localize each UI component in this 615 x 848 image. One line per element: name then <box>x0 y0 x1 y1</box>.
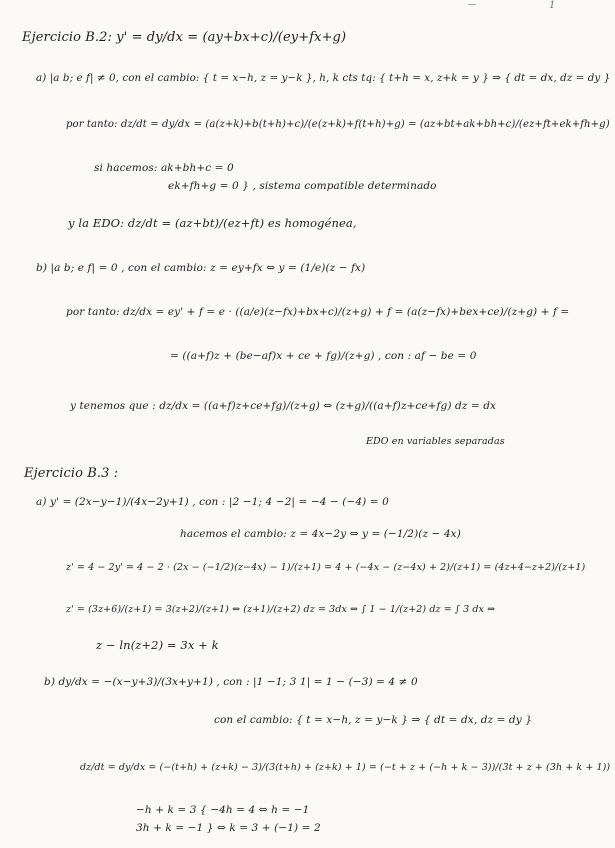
b2-b-line2: por tanto: dz/dx = ey' + f = e · ((a/e)(z−fx)+bx+c)/(z+g) + f = (a(z−fx)+bex+ce)/(z+g) + f = <box>66 306 570 318</box>
b3-a-line5: z − ln(z+2) = 3x + k <box>96 638 219 652</box>
page-number: 1 <box>549 0 556 11</box>
b3-a-line4: z' = (3z+6)/(z+1) = 3(z+2)/(z+1) ⇔ (z+1)/(z+2) dz = 3dx ⇔ ∫ 1 − 1/(z+2) dz = ∫ 3 dx ⇔ <box>66 604 496 615</box>
b3-b-line5: 3h + k = −1 } ⇔ k = 3 + (−1) = 2 <box>136 822 321 834</box>
b2-a-line1: a) |a b; e f| ≠ 0, con el cambio: { t = x−h, z = y−k }, h, k cts tq: { t+h = x, z+k = y } ⇒ { dt = dx, dz = dy } <box>36 72 611 84</box>
b2-a-line2: por tanto: dz/dt = dy/dx = (a(z+k)+b(t+h)+c)/(e(z+k)+f(t+h)+g) = (az+bt+ak+bh+c)/(ez+ft+ek+fh+g) <box>66 118 610 130</box>
b3-b-line2: con el cambio: { t = x−h, z = y−k } ⇒ { dt = dx, dz = dy } <box>214 714 532 726</box>
exercise-b2-title: Ejercicio B.2: y' = dy/dx = (ay+bx+c)/(ey+fx+g) <box>22 30 347 45</box>
b3-a-line1: a) y' = (2x−y−1)/(4x−2y+1) , con : |2 −1; 4 −2| = −4 − (−4) = 0 <box>36 496 389 508</box>
pencil-mark <box>468 4 476 5</box>
b2-b-line3: = ((a+f)z + (be−af)x + ce + fg)/(z+g) , con : af − be = 0 <box>170 350 477 362</box>
b2-a-line4: ek+fh+g = 0 } , sistema compatible determinado <box>168 180 437 192</box>
b2-b-line4: y tenemos que : dz/dx = ((a+f)z+ce+fg)/(z+g) ⇔ (z+g)/((a+f)z+ce+fg) dz = dx <box>70 400 497 412</box>
b3-a-line3: z' = 4 − 2y' = 4 − 2 · (2x − (−1/2)(z−4x) − 1)/(z+1) = 4 + (−4x − (z−4x) + 2)/(z+1) = (4z+4−z+2)/(z+1) <box>66 562 586 573</box>
b2-b-line1: b) |a b; e f| = 0 , con el cambio: z = ey+fx ⇔ y = (1/e)(z − fx) <box>36 262 366 274</box>
b3-a-line2: hacemos el cambio: z = 4x−2y ⇔ y = (−1/2)(z − 4x) <box>180 528 461 540</box>
b2-a-line3: si hacemos: ak+bh+c = 0 <box>94 162 234 174</box>
b3-b-line1: b) dy/dx = −(x−y+3)/(3x+y+1) , con : |1 −1; 3 1| = 1 − (−3) = 4 ≠ 0 <box>44 676 418 688</box>
b3-b-line3: dz/dt = dy/dx = (−(t+h) + (z+k) − 3)/(3(t+h) + (z+k) + 1) = (−t + z + (−h + k − 3))/(3t + z + (3h + k + 1)) <box>80 762 611 773</box>
exercise-b3-title: Ejercicio B.3 : <box>24 466 119 481</box>
b2-a-line5: y la EDO: dz/dt = (az+bt)/(ez+ft) es homogénea, <box>68 216 357 230</box>
b2-b-line5: EDO en variables separadas <box>366 436 505 447</box>
b3-b-line4: −h + k = 3 { −4h = 4 ⇔ h = −1 <box>136 804 310 816</box>
